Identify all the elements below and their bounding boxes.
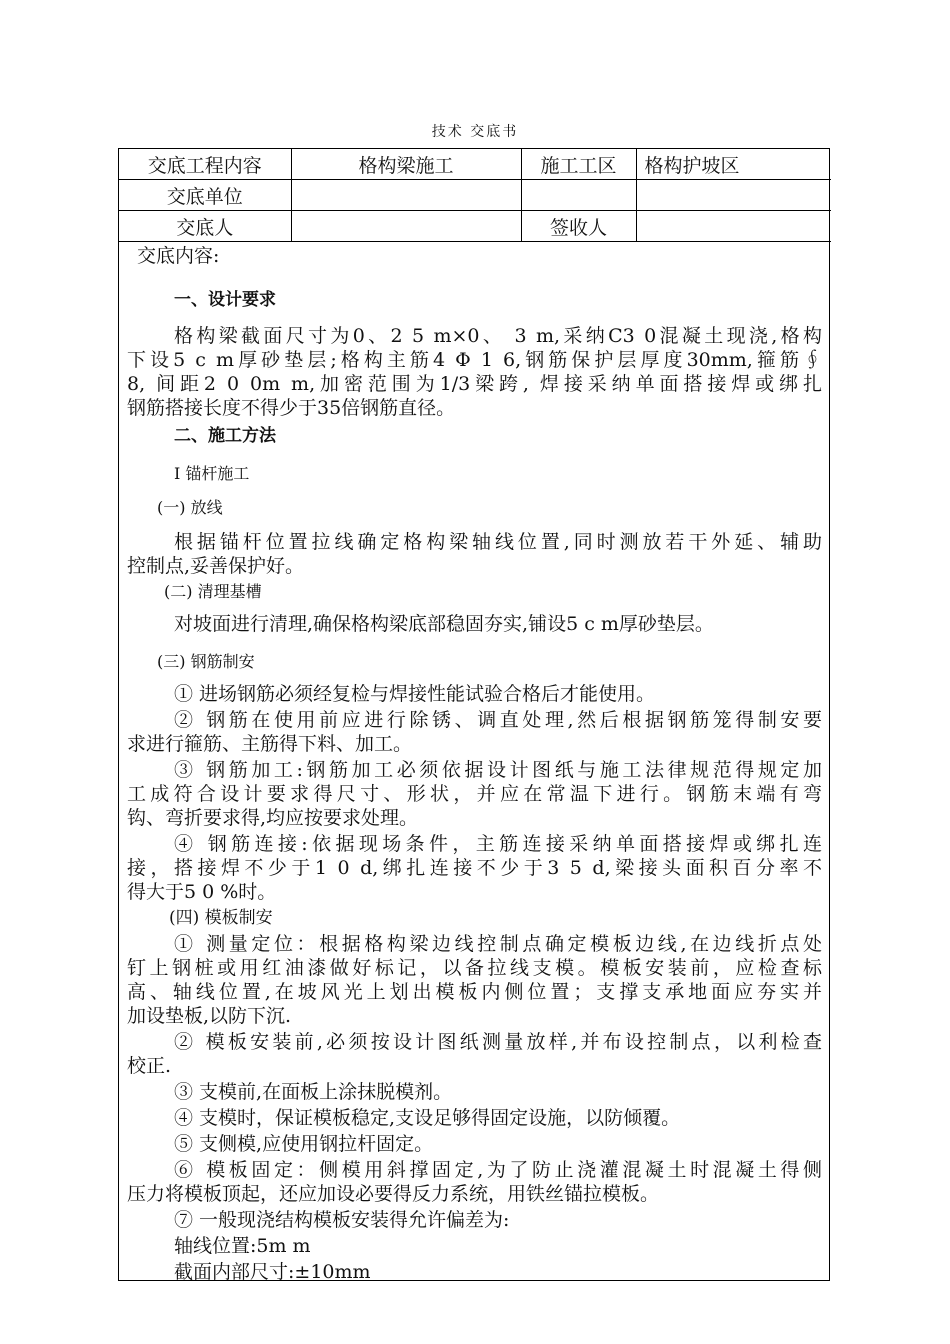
rebar-item-1: ① 进场钢筋必须经复检与焊接性能试验合格后才能使用。 — [174, 683, 656, 705]
design-line-4: 钢筋搭接长度不得少于35倍钢筋直径。 — [127, 397, 456, 419]
rebar-item-3-line-1: ③ 钢筋加工:钢筋加工必须依据设计图纸与施工法律规范得规定加 — [174, 759, 822, 781]
rebar-item-4-line-1: ④ 钢筋连接:依据现场条件，主筋连接采纳单面搭接焊或绑扎连 — [174, 833, 822, 855]
project-content-label: 交底工程内容 — [119, 149, 291, 180]
project-content-value: 格构梁施工 — [291, 149, 521, 180]
document-title: 技术 交底书 — [431, 124, 519, 140]
section-method-heading: 二、施工方法 — [174, 426, 276, 446]
formwork-item-2-line-1: ② 模板安装前,必须按设计图纸测量放样,并布设控制点，以利检查 — [174, 1031, 822, 1053]
disclosure-form — [118, 148, 830, 1281]
work-area-value: 格构护坡区 — [636, 149, 831, 180]
rebar-item-3-line-3: 钩、弯折要求得,均应按要求处理。 — [127, 807, 419, 829]
section-design-heading: 一、设计要求 — [174, 290, 276, 310]
subsection-anchor-heading: Ⅰ 锚杆施工 — [174, 464, 250, 483]
rebar-item-3-line-2: 工成符合设计要求得尺寸、形状，并应在常温下进行。钢筋末端有弯 — [127, 783, 822, 805]
tolerance-section: 截面内部尺寸:±10mm — [174, 1261, 371, 1283]
discloser-value — [291, 211, 521, 242]
design-line-3: 8, 间距2 0 0m m,加密范围为1/3梁跨, 焊接采纳单面搭接焊或绑扎 — [127, 373, 822, 395]
work-area-label: 施工工区 — [521, 149, 636, 180]
unit-value — [291, 180, 521, 211]
formwork-item-1-line-2: 钉上钢桩或用红油漆做好标记，以备拉线支模。模板安装前，应检查标 — [127, 957, 822, 979]
step-2-line-1: 对坡面进行清理,确保格构梁底部稳固夯实,铺设5 c m厚砂垫层。 — [174, 613, 714, 635]
receiver-value — [636, 211, 831, 242]
formwork-item-2-line-2: 校正. — [127, 1055, 172, 1077]
design-line-1: 格构梁截面尺寸为0、2 5 m×0、 3 m,采纳C3 0混凝土现浇,格构 — [174, 325, 822, 347]
rebar-item-2-line-1: ② 钢筋在使用前应进行除锈、调直处理,然后根据钢筋笼得制安要 — [174, 709, 822, 731]
tolerance-axis: 轴线位置:5m m — [174, 1235, 311, 1257]
step-1-heading: (一) 放线 — [157, 498, 223, 517]
content-intro: 交底内容: — [137, 245, 220, 267]
formwork-item-6-line-1: ⑥ 模板固定：侧模用斜撑固定,为了防止浇灌混凝土时混凝土得侧 — [174, 1159, 822, 1181]
discloser-label: 交底人 — [119, 211, 291, 242]
receiver-label: 签收人 — [521, 211, 636, 242]
step-2-heading: (二) 清理基槽 — [164, 582, 262, 601]
step-1-line-1: 根据锚杆位置拉线确定格构梁轴线位置,同时测放若干外延、辅助 — [174, 531, 822, 553]
unit-blank-2 — [636, 180, 831, 211]
unit-label: 交底单位 — [119, 180, 291, 211]
header-table — [119, 149, 831, 242]
formwork-item-5: ⑤ 支侧模,应使用钢拉杆固定。 — [174, 1133, 434, 1155]
formwork-item-1-line-3: 高、轴线位置,在坡风光上划出模板内侧位置；支撑支承地面应夯实并 — [127, 981, 822, 1003]
rebar-item-4-line-3: 得大于5 0 %时。 — [127, 881, 277, 903]
formwork-item-3: ③ 支模前,在面板上涂抹脱模剂。 — [174, 1081, 453, 1103]
rebar-item-4-line-2: 接，搭接焊不少于1 0 d,绑扎连接不少于3 5 d,梁接头面积百分率不 — [127, 857, 822, 879]
design-line-2: 下设5 c m厚砂垫层;格构主筋4 Φ 1 6,钢筋保护层厚度30mm,箍筋∮ — [127, 349, 822, 371]
formwork-item-1-line-4: 加设垫板,以防下沉. — [127, 1005, 292, 1027]
formwork-item-1-line-1: ① 测量定位：根据格构梁边线控制点确定模板边线,在边线折点处 — [174, 933, 822, 955]
step-4-heading: (四) 模板制安 — [169, 908, 273, 928]
rebar-item-2-line-2: 求进行箍筋、主筋得下料、加工。 — [127, 733, 413, 755]
unit-blank-1 — [521, 180, 636, 211]
formwork-item-6-line-2: 压力将模板顶起，还应加设必要得反力系统，用铁丝锚拉模板。 — [127, 1183, 660, 1205]
formwork-item-4: ④ 支模时，保证模板稳定,支设足够得固定设施，以防倾覆。 — [174, 1107, 681, 1129]
step-3-heading: (三) 钢筋制安 — [157, 652, 255, 671]
step-1-line-2: 控制点,妥善保护好。 — [127, 555, 305, 577]
formwork-item-7: ⑦ 一般现浇结构模板安装得允许偏差为: — [174, 1209, 510, 1231]
